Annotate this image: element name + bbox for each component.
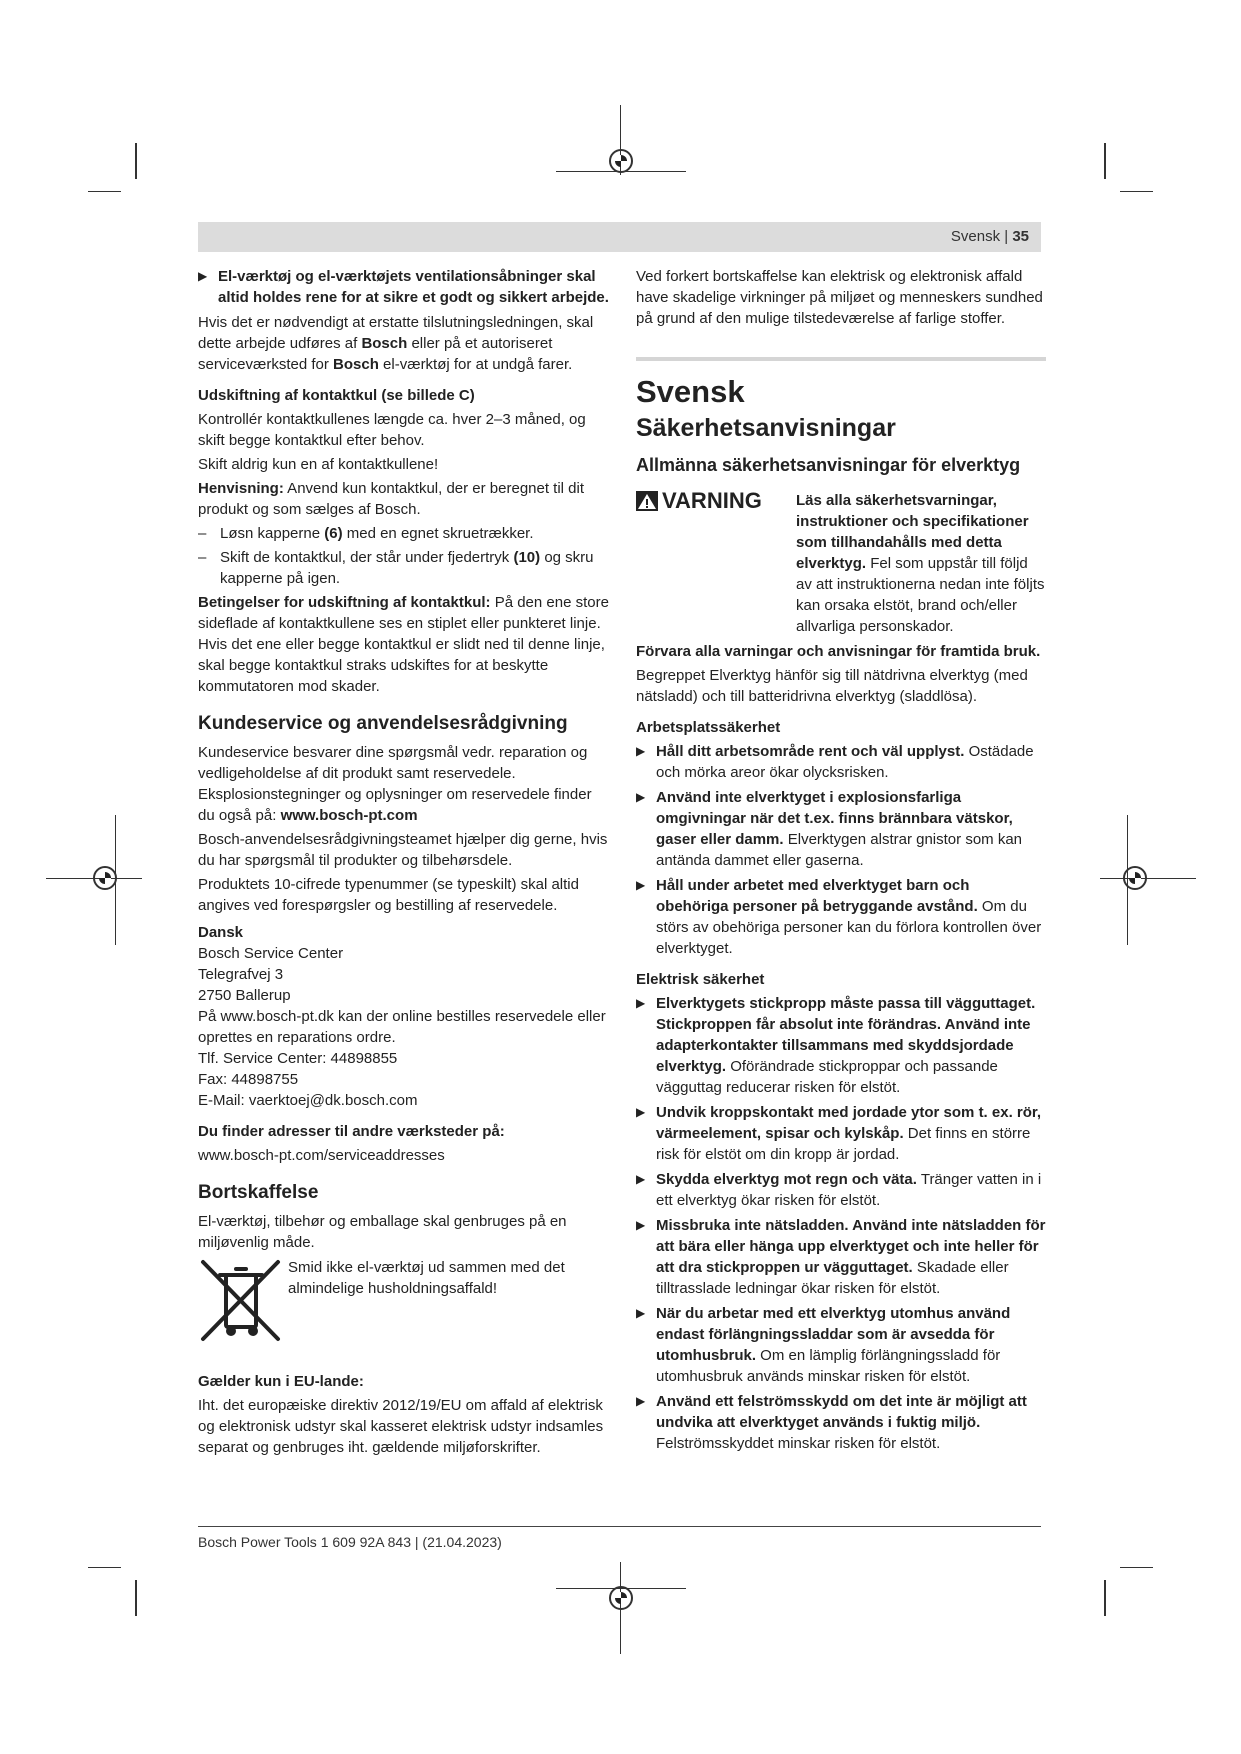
workplace-heading: Arbetsplatssäkerhet (636, 719, 781, 736)
registration-mark (93, 866, 117, 890)
service-paragraph: Produktets 10-cifrede typenummer (se typeskilt) skal altid angives ved forespørgsler og bestilling af reservedele. (198, 876, 579, 914)
brush-note: Henvisning: Anvend kun kontaktkul, der er beregnet til dit produkt og som sælges af Bosch. (198, 480, 585, 518)
crop-mark (135, 1580, 137, 1616)
ventilation-bullet: ▶ El-værktøj og el-værktøjets ventilationsåbninger skal altid holdes rene for at sikre et godt og sikkert arbejde. (198, 266, 610, 308)
address-line: Bosch Service Center (198, 945, 344, 962)
phone: Tlf. Service Center: 44898855 (198, 1050, 398, 1067)
brush-paragraph: Kontrollér kontaktkullenes længde ca. hver 2–3 måned, og skift begge kontaktkul efter behov. (198, 411, 586, 449)
registration-line (1100, 878, 1196, 879)
email: E-Mail: vaerktoej@dk.bosch.com (198, 1092, 418, 1109)
right-column (636, 266, 1046, 1458)
cable-paragraph: Hvis det er nødvendigt at erstatte tilslutningsledningen, skal dette arbejde udføres af Bosch eller på et autoriseret serviceværksted for Bosch el-værktøj for at undgå farer. (198, 314, 594, 373)
safety-bullet: ▶ När du arbetar med ett elverktyg utomhus använd endast förlängningssladdar som är avsedda för utomhusbruk. Om en lämplig förlängningssladd för utomhusbruk används minskar risken för elstöt. (636, 1303, 1046, 1387)
service-paragraph: Kundeservice besvarer dine spørgsmål vedr. reparation og vedligeholdelse af dit produkt samt reservedele. Eksplosionstegninger og oplysninger om reservedele finder du også på: www.bosch-pt.com (198, 744, 592, 824)
left-column (198, 266, 610, 1461)
header-label: Svensk | 35 (950, 228, 1029, 245)
header-section: Svensk (950, 228, 1001, 245)
general-safety-title: Allmänna säkerhetsanvisningar för elverktyg (636, 455, 1021, 475)
address-line: På www.bosch-pt.dk kan der online bestilles reservedele eller oprettes en reparations ordre. (198, 1008, 606, 1046)
safety-bullet: ▶ Använd inte elverktyget i explosionsfarliga omgivningar när det t.ex. finns brännbara vätskor, gaser eller damm. Elverktygen alstrar gnistor som kan antända dammet eller gaserna. (636, 787, 1046, 871)
service-link[interactable]: www.bosch-pt.com (280, 807, 418, 824)
warning-text: Läs alla säkerhetsvarningar, instruktioner och specifikationer som tillhandahålls med detta elverktyg. Fel som uppstår till följd av att instruktionerna nedan inte följts kan orsaka elstöt, brand och/eller allvarliga personskador. (796, 492, 1045, 635)
address-line: Telegrafvej 3 (198, 966, 284, 983)
warning-icon (636, 491, 658, 511)
disposal-heading: Bortskaffelse (198, 1182, 319, 1203)
warning-block (636, 490, 1046, 637)
safety-title: Säkerhetsanvisningar (636, 414, 896, 442)
registration-mark (609, 149, 633, 173)
crop-mark (88, 191, 121, 192)
crop-mark (1104, 1580, 1106, 1616)
safety-bullet: ▶ Elverktygets stickpropp måste passa till vägguttaget. Stickproppen får absolut inte förändras. Använd inte adapterkontakter tillsammans med skyddsjordade elverktyg. Oförändrade stickproppar och passande vägguttag reducerar risken för elstöt. (636, 993, 1046, 1098)
safety-bullet: ▶ Håll under arbetet med elverktyget barn och obehöriga personer på betryggande avstånd. Om du störs av obehöriga personer kan du förlora kontrollen över elverktyget. (636, 875, 1046, 959)
disposal-paragraph: El-værktøj, tilbehør og emballage skal genbruges på en miljøvenlig måde. (198, 1213, 567, 1251)
language-title: Svensk (636, 374, 745, 409)
definition-paragraph: Begreppet Elverktyg hänför sig till nätdrivna elverktyg (med nätsladd) och till batteridrivna elverktyg (sladdlösa). (636, 667, 1028, 705)
page-header (198, 222, 1041, 252)
crossed-bin-icon (198, 1257, 288, 1347)
eu-paragraph: Iht. det europæiske direktiv 2012/19/EU om affald af elektrisk og elektronisk udstyr skal kasseret elektrisk udstyr indsamles separat og genbruges iht. gældende miljøforskrifter. (198, 1397, 604, 1456)
address-line: 2750 Ballerup (198, 987, 291, 1004)
brush-conditions: Betingelser for udskiftning af kontaktkul: På den ene store sideflade af kontaktkullene ses en stiplet eller punkteret linje. Hvis det ene eller begge kontaktkul er slidt ned til denne linje, skal begge kontaktkul straks udskiftes for at beskytte kommutatoren mod skader. (198, 594, 609, 695)
disposal-continued: Ved forkert bortskaffelse kan elektrisk og elektronisk affald have skadelige virkninger på miljøet og menneskers sundhed på grund af den mulige tilstedeværelse af farlige stoffer. (636, 268, 1043, 327)
registration-mark (609, 1586, 633, 1610)
registration-mark (1123, 866, 1147, 890)
crop-mark (1104, 143, 1106, 179)
electric-heading: Elektrisk säkerhet (636, 971, 765, 988)
eu-heading: Gælder kun i EU-lande: (198, 1373, 364, 1390)
service-heading: Kundeservice og anvendelsesrådgivning (198, 713, 568, 734)
weee-block (198, 1257, 610, 1347)
other-addresses-heading: Du finder adresser til andre værksteder på: (198, 1123, 505, 1140)
safety-bullet: ▶ Skydda elverktyg mot regn och väta. Tränger vatten in i ett elverktyg ökar risken för elstöt. (636, 1169, 1046, 1211)
other-addresses-link[interactable]: www.bosch-pt.com/serviceaddresses (198, 1147, 445, 1164)
safety-bullet: ▶ Håll ditt arbetsområde rent och väl upplyst. Ostädade och mörka areor ökar olycksrisken. (636, 741, 1046, 783)
brush-paragraph: Skift aldrig kun en af kontaktkullene! (198, 456, 439, 473)
warning-label: VARNING (636, 490, 796, 511)
crop-mark (1120, 1567, 1153, 1568)
page-footer: Bosch Power Tools 1 609 92A 843 | (21.04.2023) (198, 1534, 502, 1550)
crop-mark (1120, 191, 1153, 192)
brush-heading: Udskiftning af kontaktkul (se billede C) (198, 387, 475, 404)
safety-bullet: ▶ Använd ett felströmsskydd om det inte är möjligt att undvika att elverktyget används i fuktig miljö. Felströmsskyddet minskar risken för elstöt. (636, 1391, 1046, 1454)
crop-mark (135, 143, 137, 179)
crop-mark (88, 1567, 121, 1568)
disposal-warning: Smid ikke el-værktøj ud sammen med det almindelige husholdningsaffald! (288, 1259, 565, 1297)
fax: Fax: 44898755 (198, 1071, 299, 1088)
page-number: 35 (1012, 228, 1029, 245)
section-rule (636, 357, 1046, 361)
brush-step: – Skift de kontaktkul, der står under fjedertryk (10) og skru kapperne på igen. (198, 547, 610, 589)
safety-bullet: ▶ Undvik kroppskontakt med jordade ytor som t. ex. rör, värmeelement, spisar och kylskåp. Det finns en större risk för elstöt om din kropp är jordad. (636, 1102, 1046, 1165)
footer-rule (198, 1526, 1041, 1527)
keep-instructions: Förvara alla varningar och anvisningar för framtida bruk. (636, 643, 1041, 660)
brush-step: – Løsn kapperne (6) med en egnet skruetrækker. (198, 523, 610, 544)
safety-bullet: ▶ Missbruka inte nätsladden. Använd inte nätsladden för att bära eller hänga upp elverktyget och inte heller för att dra stickproppen ur vägguttaget. Skadade eller tilltrasslade ledningar ökar risken för elstöt. (636, 1215, 1046, 1299)
country-label: Dansk (198, 924, 244, 941)
service-paragraph: Bosch-anvendelsesrådgivningsteamet hjælper dig gerne, hvis du har spørgsmål til produkter og tilbehørsdele. (198, 831, 608, 869)
